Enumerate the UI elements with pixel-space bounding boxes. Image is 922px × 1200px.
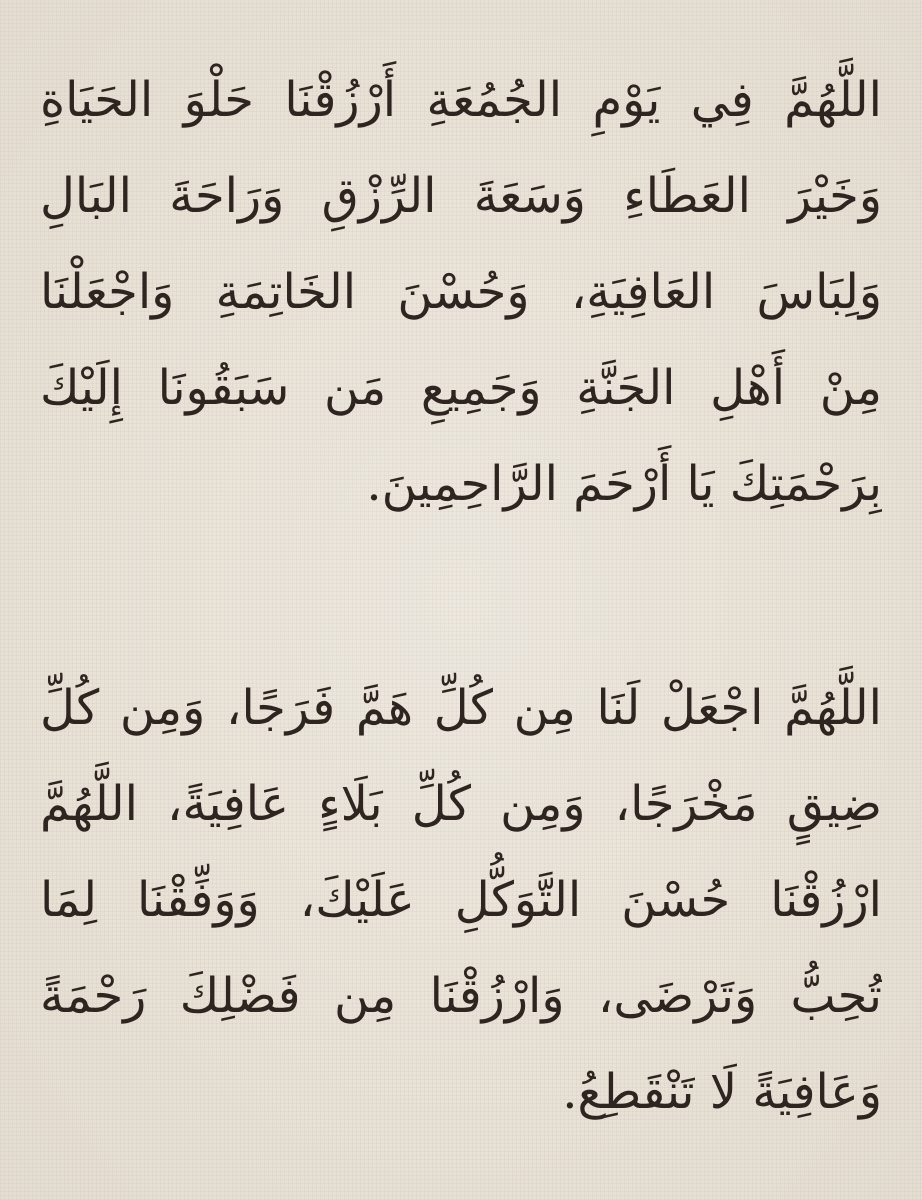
dua-paragraph-relief [40,660,882,1140]
dua-line: مِنْ أَهْلِ الجَنَّةِ وَجَمِيعِ مَن سَبَقُونَا إِلَيْكَ [40,360,882,416]
page [40,0,882,1200]
dua-line: وَخَيْرَ العَطَاءِ وَسَعَةَ الرِّزْقِ وَرَاحَةَ البَالِ [40,168,882,224]
dua-line: وَعَافِيَةً لَا تَنْقَطِعُ. [562,1064,882,1120]
dua-line: اللَّهُمَّ فِي يَوْمِ الجُمُعَةِ أَرْزُقْنَا حَلْوَ الحَيَاةِ [40,72,882,128]
dua-line: وَلِبَاسَ العَافِيَةِ، وَحُسْنَ الخَاتِمَةِ وَاجْعَلْنَا [40,264,882,320]
dua-line: بِرَحْمَتِكَ يَا أَرْحَمَ الرَّاحِمِينَ. [366,456,882,512]
dua-line: ارْزُقْنَا حُسْنَ التَّوَكُّلِ عَلَيْكَ، وَوَفِّقْنَا لِمَا [40,872,882,928]
dua-line: اللَّهُمَّ اجْعَلْ لَنَا مِن كُلِّ هَمَّ فَرَجًا، وَمِن كُلِّ [40,680,882,736]
dua-paragraph-friday [40,52,882,532]
dua-line: تُحِبُّ وَتَرْضَى، وَارْزُقْنَا مِن فَضْلِكَ رَحْمَةً [40,968,882,1024]
dua-line: ضِيقٍ مَخْرَجًا، وَمِن كُلِّ بَلَاءٍ عَافِيَةً، اللَّهُمَّ [40,776,882,832]
